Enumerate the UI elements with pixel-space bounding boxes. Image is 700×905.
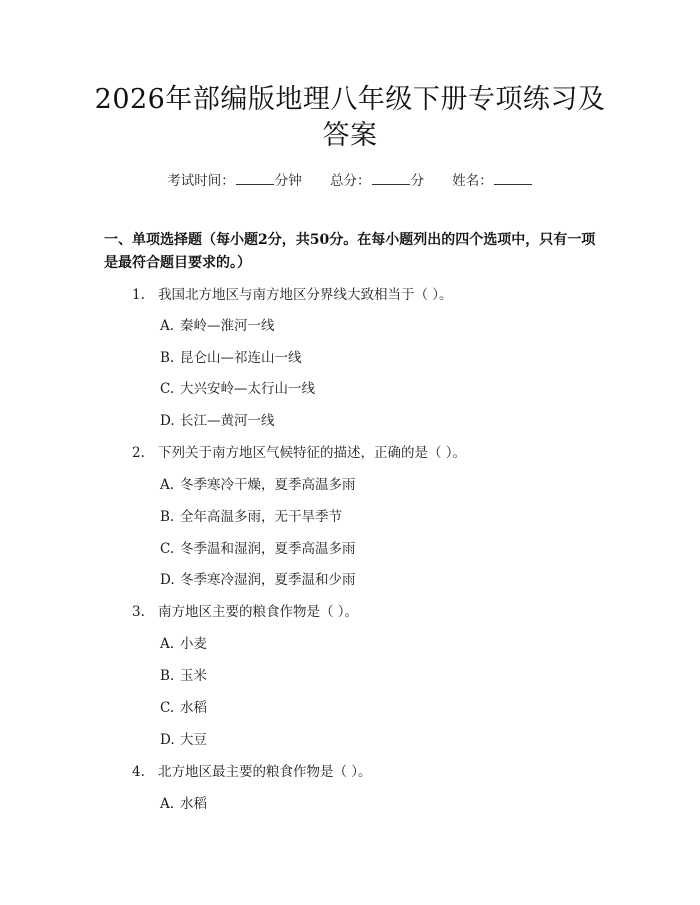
question-text: 南方地区主要的粮食作物是（ ）。 bbox=[158, 604, 359, 620]
question-4-option-a bbox=[160, 792, 207, 812]
option-text: 昆仑山—祁连山一线 bbox=[180, 350, 302, 366]
question-1-option-b bbox=[160, 346, 302, 366]
option-text: 玉米 bbox=[180, 668, 207, 684]
question-1-option-c bbox=[160, 377, 315, 397]
time-unit: 分钟 bbox=[274, 173, 302, 189]
option-text: 冬季寒冷湿润，夏季温和少雨 bbox=[180, 572, 356, 588]
page-title: 2026年部编版地理八年级下册专项练习及答案 bbox=[94, 84, 606, 151]
time-blank[interactable] bbox=[236, 172, 274, 185]
option-letter: D. bbox=[160, 572, 175, 588]
time-label: 考试时间： bbox=[167, 173, 235, 189]
option-letter: C. bbox=[160, 541, 175, 557]
question-text: 我国北方地区与南方地区分界线大致相当于（ ）。 bbox=[158, 287, 453, 303]
name-label: 姓名： bbox=[452, 173, 493, 189]
student-name-field bbox=[452, 173, 533, 189]
option-text: 水稻 bbox=[180, 796, 207, 812]
question-2-option-d bbox=[160, 568, 356, 588]
question-3 bbox=[132, 600, 358, 620]
option-text: 冬季温和湿润，夏季高温多雨 bbox=[180, 541, 356, 557]
question-2 bbox=[132, 441, 466, 461]
total-score-field bbox=[330, 173, 428, 189]
option-text: 秦岭—淮河一线 bbox=[180, 318, 275, 334]
question-4 bbox=[132, 760, 372, 780]
option-letter: C. bbox=[160, 381, 175, 397]
option-letter: A. bbox=[160, 318, 175, 334]
option-text: 大兴安岭—太行山一线 bbox=[180, 381, 315, 397]
option-letter: D. bbox=[160, 413, 175, 429]
section-heading: 一、单项选择题（每小题2分，共50分。在每小题列出的四个选项中，只有一项是最符合题目要求的。） bbox=[104, 232, 596, 271]
option-letter: A. bbox=[160, 477, 175, 493]
option-letter: B. bbox=[160, 350, 175, 366]
exam-info-line bbox=[0, 169, 700, 189]
exam-time-field bbox=[167, 173, 306, 189]
question-1 bbox=[132, 283, 453, 303]
score-unit: 分 bbox=[410, 173, 424, 189]
question-number: 2. bbox=[132, 445, 145, 461]
question-text: 下列关于南方地区气候特征的描述，正确的是（ ）。 bbox=[158, 445, 467, 461]
option-letter: B. bbox=[160, 668, 175, 684]
option-text: 全年高温多雨，无干旱季节 bbox=[180, 509, 342, 525]
question-3-option-d bbox=[160, 728, 207, 748]
option-text: 水稻 bbox=[180, 700, 207, 716]
option-text: 小麦 bbox=[180, 636, 207, 652]
question-2-option-c bbox=[160, 537, 356, 557]
option-letter: C. bbox=[160, 700, 175, 716]
question-number: 4. bbox=[132, 764, 145, 780]
option-text: 大豆 bbox=[180, 732, 207, 748]
question-2-option-a bbox=[160, 473, 356, 493]
option-letter: B. bbox=[160, 509, 175, 525]
name-blank[interactable] bbox=[494, 172, 532, 185]
question-number: 1. bbox=[132, 287, 145, 303]
question-1-option-a bbox=[160, 314, 275, 334]
question-3-option-c bbox=[160, 696, 207, 716]
question-number: 3. bbox=[132, 604, 145, 620]
question-3-option-b bbox=[160, 664, 207, 684]
question-3-option-a bbox=[160, 632, 207, 652]
score-label: 总分： bbox=[330, 173, 371, 189]
option-text: 冬季寒冷干燥，夏季高温多雨 bbox=[180, 477, 356, 493]
option-letter: D. bbox=[160, 732, 175, 748]
option-letter: A. bbox=[160, 636, 175, 652]
question-text: 北方地区最主要的粮食作物是（ ）。 bbox=[158, 764, 372, 780]
option-letter: A. bbox=[160, 796, 175, 812]
question-2-option-b bbox=[160, 505, 342, 525]
score-blank[interactable] bbox=[372, 172, 410, 185]
question-1-option-d bbox=[160, 409, 275, 429]
option-text: 长江—黄河一线 bbox=[180, 413, 275, 429]
